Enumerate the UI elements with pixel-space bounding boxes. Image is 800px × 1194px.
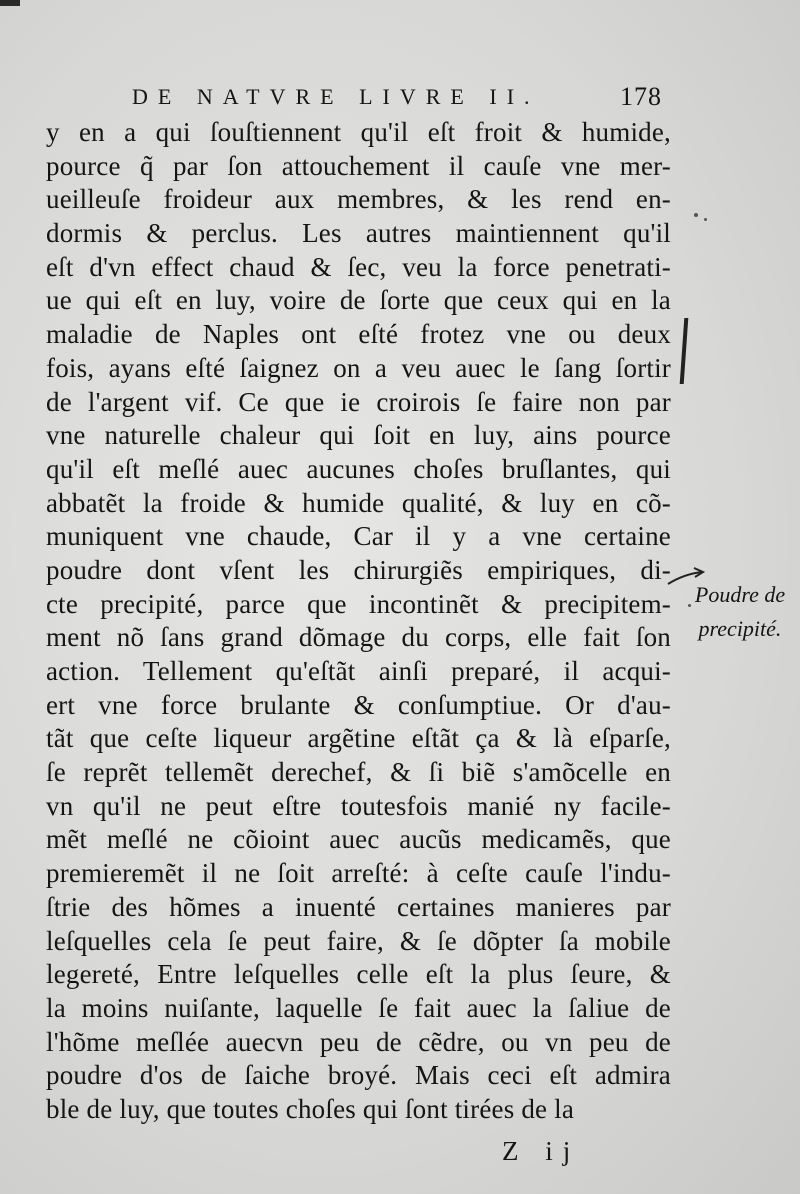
text-line: poudre dont vſent les chirurgiẽs empiriques, di- — [46, 554, 671, 585]
text-line: maladie de Naples ont eſté frotez vne ou deux — [46, 319, 671, 350]
text-line: cte precipité, parce que incontinẽt & precipitem- — [46, 588, 671, 619]
text-line: mẽt meſlé ne cõioint auec aucũs medicamẽs, que — [46, 824, 671, 855]
margin-bracket-mark — [680, 318, 689, 384]
text-line: ble de luy, que toutes choſes qui ſont tirées de la — [46, 1093, 575, 1124]
text-line: muniquent vne chaude, Car il y a vne certaine — [46, 521, 671, 552]
text-line: pource q̃ par ſon attouchement il cauſe vne mer- — [46, 150, 671, 181]
ink-speck — [688, 604, 691, 607]
text-line: vn qu'il ne peut eſtre toutesfois manié ny facile- — [46, 790, 671, 821]
ink-speck — [704, 218, 707, 221]
margin-note-line: precipité. — [698, 616, 782, 641]
running-head: DE NATVRE LIVRE II. — [132, 84, 540, 109]
text-line: de l'argent vif. Ce que ie croirois ſe faire non par — [46, 386, 671, 417]
margin-note — [680, 578, 800, 646]
ink-speck — [694, 213, 698, 217]
text-line: poudre d'os de ſaiche broyé. Mais ceci eſt admira — [46, 1060, 671, 1091]
text-line: action. Tellement qu'eſtãt ainſi preparé, il acqui- — [46, 656, 671, 686]
body-text — [46, 116, 671, 1127]
text-line: ert vne force brulante & conſumptiue. Or d'au- — [46, 689, 671, 720]
text-line: premieremẽt il ne ſoit arreſté: à ceſte cauſe l'indu- — [46, 858, 671, 889]
text-line: fois, ayans eſté ſaignez on a veu auec le ſang ſortir — [46, 352, 671, 383]
text-line: abbatẽt la froide & humide qualité, & luy en cõ- — [46, 487, 671, 518]
text-line: eſt d'vn effect chaud & ſec, veu la force penetrati- — [46, 251, 671, 282]
text-line: ment nõ ſans grand dõmage du corps, elle fait ſon — [46, 622, 671, 653]
text-line: qu'il eſt meſlé auec aucunes choſes bruſlantes, qui — [46, 453, 671, 484]
text-line: dormis & perclus. Les autres maintiennent qu'il — [46, 218, 671, 249]
text-line: l'hõme meſlée auecvn peu de cẽdre, ou vn peu de — [46, 1026, 671, 1057]
text-line: la moins nuiſante, laquelle ſe fait auec la ſaliue de — [46, 992, 671, 1023]
signature-mark: Z ij — [502, 1136, 581, 1166]
text-line: ſtrie des hõmes a inuenté certaines manieres par — [46, 891, 671, 922]
text-line: ueilleuſe froideur aux membres, & les rend en- — [46, 184, 671, 215]
text-line: y en a qui ſouſtiennent qu'il eſt froit & humide, — [46, 117, 671, 147]
text-line: ſe reprẽt tellemẽt derechef, & ſi biẽ s'amõcelle en — [46, 757, 671, 788]
text-line: legereté, Entre leſquelles celle eſt la plus ſeure, & — [46, 959, 671, 990]
text-line: ue qui eſt en luy, voire de ſorte que ceux qui en la — [46, 285, 671, 316]
margin-note-line: Poudre de — [694, 582, 786, 607]
page-number: 178 — [620, 82, 662, 111]
page-edge-mark — [0, 0, 20, 6]
text-line: leſquelles cela ſe peut faire, & ſe dõpter ſa mobile — [46, 925, 671, 956]
text-line: tãt que ceſte liqueur argẽtine eſtãt ça & là eſparſe, — [46, 723, 671, 754]
text-line: vne naturelle chaleur qui ſoit en luy, ains pource — [46, 420, 671, 451]
